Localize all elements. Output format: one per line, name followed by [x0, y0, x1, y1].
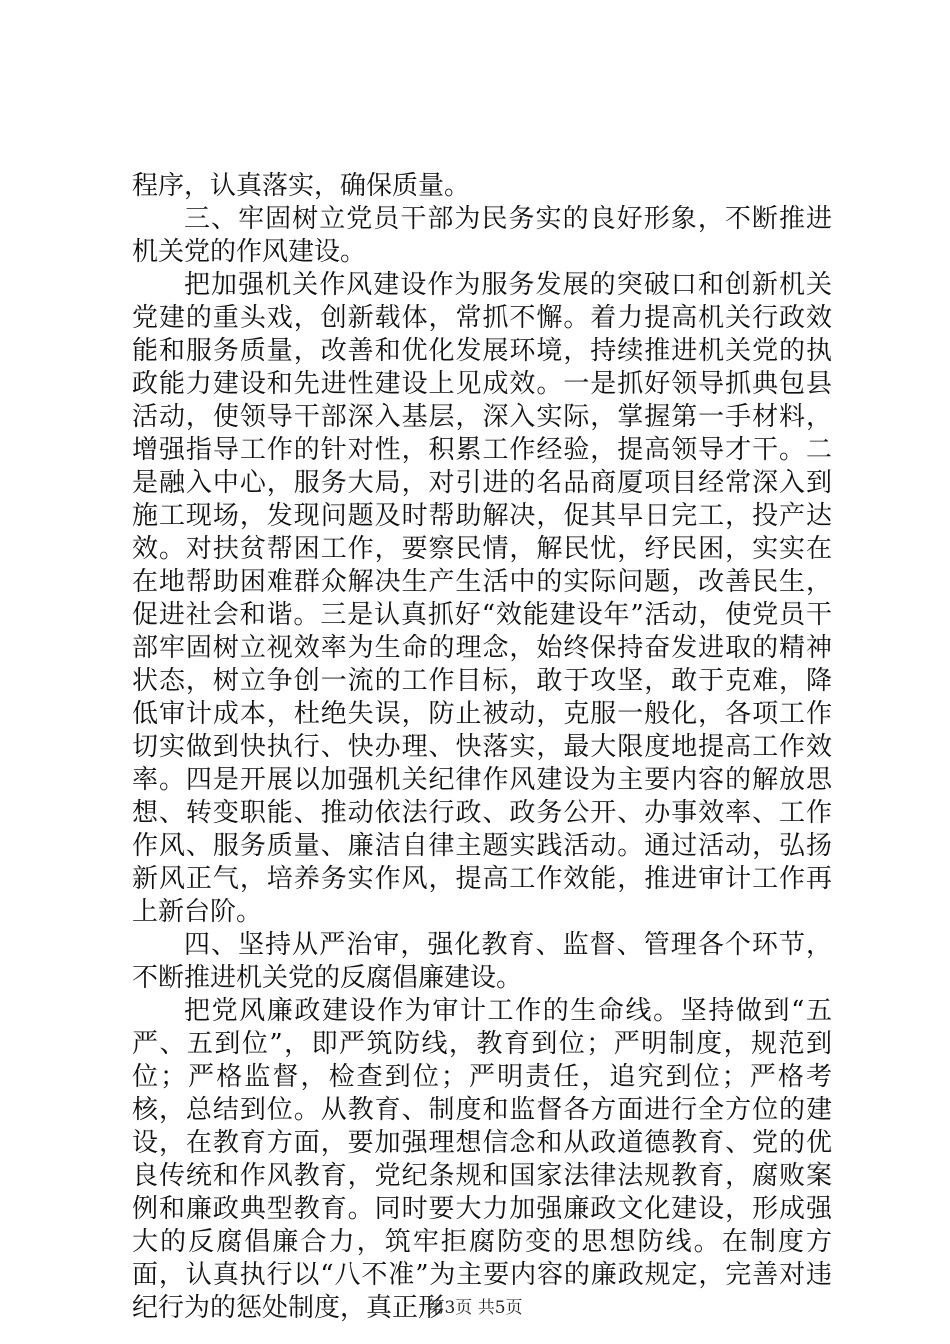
page-number-footer: 第3页 共5页 — [427, 1298, 523, 1318]
paragraph-continuation: 程序，认真落实，确保质量。 — [132, 171, 471, 201]
paragraph-anti-corruption: 把党风廉政建设作为审计工作的生命线。坚持做到“五严、五到位”，即严筑防线，教育到位；严明制度，规范到位；严格监督，检查到位；严明责任，追究到位；严格考核，总结到位。从教育、制度和监督各方面进行全方位的建设，在教育方面，要加强理想信念和从政道德教育、党的优良传统和作风教育，党纪条规和国家法律法规教育，腐败案例和廉政典型教育。同时要大力加强廉政文化建设，形成强大的反腐倡廉合力，筑牢拒腐防变的思想防线。在制度方面，认真执行以“八不准”为主要内容的廉政规定，完善对违纪行为的惩处制度，真正形 — [132, 996, 832, 1323]
document-body — [132, 170, 832, 1325]
paragraph-work-style: 把加强机关作风建设作为服务发展的突破口和创新机关党建的重头戏，创新载体，常抓不懈。着力提高机关行政效能和服务质量，改善和优化发展环境，持续推进机关党的执政能力建设和先进性建设上见成效。一是抓好领导抓典包县活动，使领导干部深入基层，深入实际，掌握第一手材料，增强指导工作的针对性，积累工作经验，提高领导才干。二是融入中心，服务大局，对引进的名品商厦项目经常深入到施工现场，发现问题及时帮助解决，促其早日完工，投产达效。对扶贫帮困工作，要察民情，解民忧，纾民困，实实在在地帮助困难群众解决生产生活中的实际问题，改善民生，促进社会和谐。三是认真抓好“效能建设年”活动，使党员干部牢固树立视效率为生命的理念，始终保持奋发进取的精神状态，树立争创一流的工作目标，敢于攻坚，敢于克难，降低审计成本，杜绝失误，防止被动，克服一般化，各项工作切实做到快执行、快办理、快落实，最大限度地提高工作效率。四是开展以加强机关纪律作风建设为主要内容的解放思想、转变职能、推动依法行政、政务公开、办事效率、工作作风、服务质量、廉洁自律主题实践活动。通过活动，弘扬新风正气，培养务实作风，提高工作效能，推进审计工作再上新台阶。 — [132, 270, 832, 927]
section-heading-four: 四、坚持从严治审，强化教育、监督、管理各个环节，不断推进机关党的反腐倡廉建设。 — [132, 930, 832, 993]
section-heading-three: 三、牢固树立党员干部为民务实的良好形象，不断推进机关党的作风建设。 — [132, 204, 832, 267]
